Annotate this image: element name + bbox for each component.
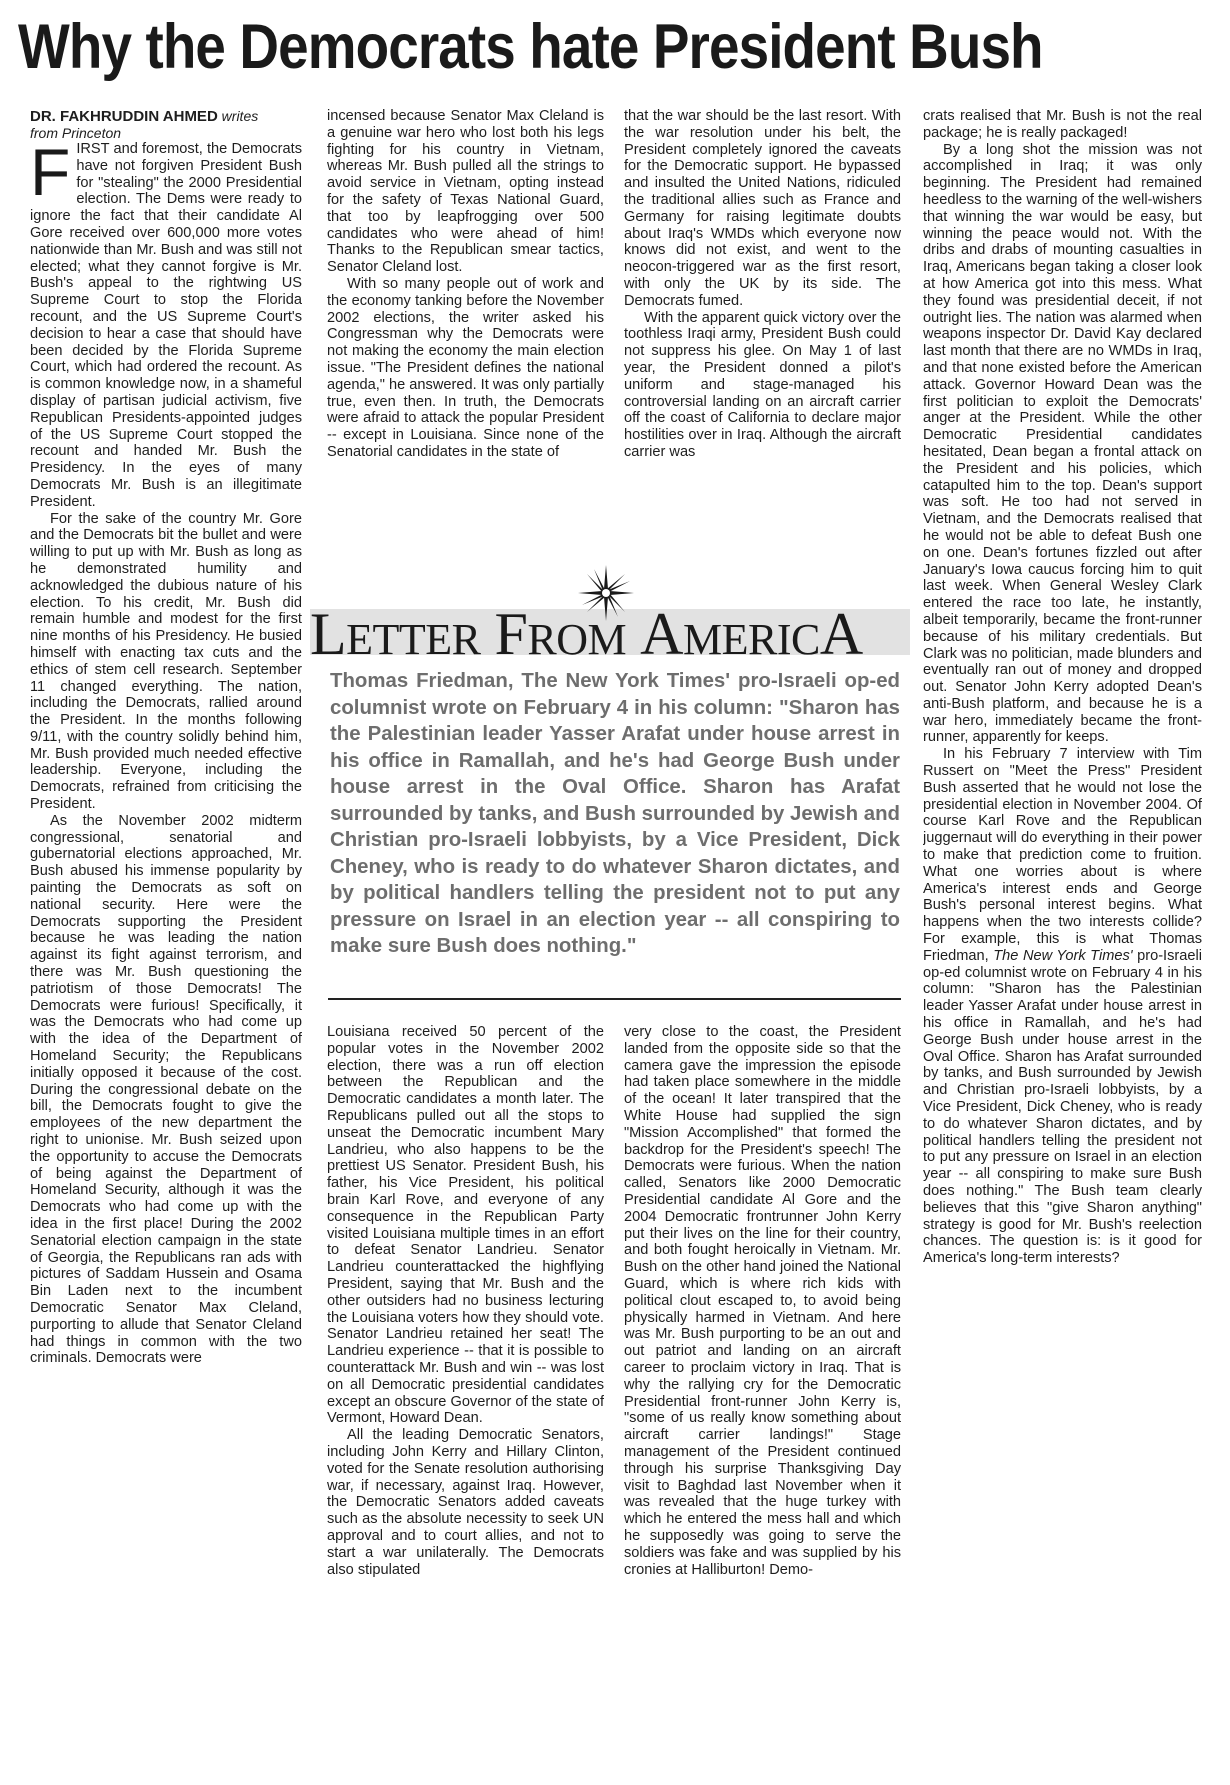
paragraph: In his February 7 interview with Tim Russert on "Meet the Press" President Bush asserted that he would not lose the presidential election in November 2004. Of course Karl Rove and the Republican juggernaut will do everything in their power to make that prediction come to fruition. What one worries about is where America's interest ends and George Bush's personal interest begins. What happens when the two interests collide? For example, this is what Thomas Friedman, The New York Times' pro-Israeli op-ed columnist wrote on February 4 in his column: "Sharon has the Palestinian leader Yasser Arafat under house arrest in his office in Ramallah, and he's had George Bush under house arrest in the Oval Office. Sharon has Arafat surrounded by tanks, and Bush surrounded by Jewish and Christian pro-Israeli lobbyists, by a Vice President, Dick Cheney, who is ready to do whatever Sharon dictates, and by political handlers telling the president not to put any pressure on Israel in an election year -- all conspiring to make sure Bush does nothing." The Bush team clearly believes that this "give Sharon anything" strategy is good for Mr. Bush's reelection chances. The question is: is it good for America's long-term interests? <box>923 746 1202 1267</box>
byline-from: from Princeton <box>30 125 122 141</box>
paragraph: As the November 2002 midterm congressional, senatorial and gubernatorial elections approached, Mr. Bush abused his immense popularity by painting the Democrats as soft on national security. Here were the Democrats supporting the President because he was leading the nation against its fight against terrorism, and there was Mr. Bush questioning the patriotism of those Democrats! The Democrats were furious! Specifically, it was the Democrats who had come up with the idea of the Department of Homeland Security; the Republicans initially opposed it because of the cost. During the congressional debate on the bill, the Democrats fought to give the employees of the new department the right to unionise. Mr. Bush seized upon the opportunity to accuse the Democrats of being against the Department of Homeland Security, although it was the Democrats who had come up with the idea in the first place! During the 2002 Senatorial election campaign in the state of Georgia, the Republicans ran ads with pictures of Saddam Hussein and Osama Bin Laden next to the incumbent Democratic Senator Max Cleland, purporting to allude that Senator Cleland had things in common with the two criminals. Democrats were <box>30 812 302 1367</box>
article-column-2-top <box>327 108 604 558</box>
page-headline: Why the Democrats hate President Bush <box>18 12 1043 82</box>
paragraph: very close to the coast, the President landed from the opposite side so that the camera gave the impression the episode had taken place somewhere in the middle of the ocean! It later transpired that the White House had supplied the sign "Mission Accomplished" that formed the backdrop for the President's speech! The Democrats were furious. When the nation called, Senators like 2000 Democratic Presidential candidate Al Gore and the 2004 Democratic frontrunner John Kerry put their lives on the line for their country, and both fought heroically in Vietnam. Mr. Bush on the other hand joined the National Guard, which is where rich kids with political clout escaped to, to avoid being physically harmed in Vietnam. And here was Mr. Bush purporting to be an out and out patriot and landing on an aircraft career to proclaim victory in Iraq. That is why the rallying cry for the Democratic Presidential front-runner John Kerry is, "some of us really know something about aircraft carrier landings!" Stage management of the President continued through his surprise Thanksgiving Day visit to Baghdad last November when it was revealed that the huge turkey with which he entered the mess hall and which he supposedly was going to serve the soldiers was fake and was supplied by his cronies at Halliburton! Demo- <box>624 1024 901 1578</box>
byline-writes: writes <box>221 108 259 124</box>
section-masthead <box>310 565 910 665</box>
byline-author: DR. FAKHRUDDIN AHMED <box>30 108 218 125</box>
article-column-4 <box>923 108 1202 1780</box>
paragraph: By a long shot the mission was not accomplished in Iraq; it was only beginning. The President had remained heedless to the warning of the well-wishers that winning the war would be easy, but winning the peace would not. With the dribs and drabs of mounting casualties in Iraq, Americans began taking a closer look at how America got into this mess. What they found was presidential deceit, if not outright lies. The nation was alarmed when weapons inspector Dr. David Kay declared last month that there are no WMDs in Iraq, and that none existed before the American attack. Governor Howard Dean was the first politician to exploit the Democrats' anger at the President. While the other Democratic Presidential candidates hesitated, Dean began a frontal attack on the President and his policies, which catapulted him to the top. Dean's support was soft. He too had not served in Vietnam, and the Democrats realised that he would not be able to defeat Bush one on one. Dean's fortunes fizzled out after January's Iowa caucus forcing him to quit last week. When General Wesley Clark entered the race too late, he instantly, albeit temporarily, became the front-runner because of his military credentials. But Clark was no politician, made blunders and eventually ran out of money and dropped out. Senator John Kerry adopted Dean's anti-Bush platform, and because he is a war hero, immediately became the front-runner, apparently for keeps. <box>923 141 1202 746</box>
paragraph: crats realised that Mr. Bush is not the real package; he is really packaged! <box>923 108 1202 141</box>
paragraph: With so many people out of work and the economy tanking before the November 2002 elections, the writer asked his Congressman why the Democrats were not making the economy the main election issue. "The President defines the national agenda," he answered. It was only partially true, even then. In truth, the Democrats were afraid to attack the popular President -- except in Louisiana. Since none of the Senatorial candidates in the state of <box>327 275 604 460</box>
paragraph: that the war should be the last resort. With the war resolution under his belt, the President completely ignored the caveats for the Democratic support. He bypassed and insulted the United Nations, ridiculed the traditional allies such as France and Germany for raising legitimate doubts about Iraq's WMDs which everyone now knows did not exist, and went to the neocon-triggered war as the first resort, with only the UK by its side. The Democrats fumed. <box>624 108 901 309</box>
pull-quote-rule <box>328 998 901 1000</box>
drop-cap: F <box>30 135 71 209</box>
masthead-title: LETTER FROM AMERICA <box>310 601 863 667</box>
paragraph: For the sake of the country Mr. Gore and the Democrats bit the bullet and were willing to put up with Mr. Bush as long as he demonstrated humility and acknowledged the dubious nature of his election. To his credit, Mr. Bush did remain humble and modest for the first nine months of his Presidency. He busied himself with enacting tax cuts and the ethics of stem cell research. September 11 changed everything. The nation, including the Democrats, rallied around the President. In the months following 9/11, with the country solidly behind him, Mr. Bush provided much needed effective leadership. Everyone, including the Democrats, refrained from criticising the President. <box>30 510 302 813</box>
byline <box>30 108 302 141</box>
paragraph: All the leading Democratic Senators, including John Kerry and Hillary Clinton, voted for the Senate resolution authorising war, if necessary, against Iraq. However, the Democratic Senators added caveats such as the absolute necessity to seek UN approval and to court allies, and not to start a war unilaterally. The Democrats also stipulated <box>327 1427 604 1578</box>
article-column-3-top <box>624 108 901 560</box>
paragraph: incensed because Senator Max Cleland is a genuine war hero who lost both his legs fighting for his country in Vietnam, whereas Mr. Bush pulled all the strings to avoid service in Vietnam, opting instead for the safety of Texas National Guard, that too by leapfrogging over 500 candidates who were ahead of him! Thanks to the Republican smear tactics, Senator Cleland lost. <box>327 108 604 276</box>
article-column-1 <box>30 108 302 1780</box>
paragraph: With the apparent quick victory over the toothless Iraqi army, President Bush could not suppress his glee. On May 1 of last year, the President donned a pilot's uniform and stage-managed his controversial landing on an aircraft carrier off the coast of California to declare major hostilities over in Iraq. Although the aircraft carrier was <box>624 309 901 460</box>
article-column-3-bottom <box>624 1024 901 1780</box>
paragraph: FIRST and foremost, the Democrats have not forgiven President Bush for "stealing" the 2000 Presidential election. The Dems were ready to ignore the fact that their candidate Al Gore received over 600,000 more votes nationwide than Mr. Bush and was still not elected; what they cannot forgive is Mr. Bush's appeal to the rightwing US Supreme Court to stop the Florida recount, and the US Supreme Court's decision to hear a case that should have been decided by the Florida Supreme Court, which had ordered the recount. As is common knowledge now, in a shameful display of partisan judicial activism, five Republican Presidents-appointed judges of the US Supreme Court stopped the recount and handed Mr. Bush the Presidency. In the eyes of many Democrats Mr. Bush is an illegitimate President. <box>30 135 302 510</box>
pull-quote: Thomas Friedman, The New York Times' pro-Israeli op-ed columnist wrote on February 4 in his column: "Sharon has the Palestinian leader Yasser Arafat under house arrest in his office in Ramallah, and he's had George Bush under house arrest in the Oval Office. Sharon has Arafat surrounded by tanks, and Bush surrounded by Jewish and Christian pro-Israeli lobbyists, by a Vice President, Dick Cheney, who is ready to do whatever Sharon dictates, and by political handlers telling the president not to put any pressure on Israel in an election year -- all conspiring to make sure Bush does nothing." <box>330 670 900 957</box>
publication-name: The New York Times' <box>993 947 1133 964</box>
paragraph: Louisiana received 50 percent of the popular votes in the November 2002 election, there was a run off election between the Republican and the Democratic candidates a month later. The Republicans pulled out all the stops to unseat the Democratic incumbent Mary Landrieu, who also happens to be the prettiest US Senator. President Bush, his father, his Vice President, his political brain Karl Rove, and everyone of any consequence in the Republican Party visited Louisiana multiple times in an effort to defeat Senator Landrieu. Senator Landrieu counterattacked the highflying President, saying that Mr. Bush and the other outsiders had no business lecturing the Louisiana voters how they should vote. Senator Landrieu retained her seat! The Landrieu experience -- that it is possible to counterattack Mr. Bush and win -- was lost on all Democratic presidential candidates except an obscure Governor of the state of Vermont, Howard Dean. <box>327 1024 604 1427</box>
article-column-2-bottom <box>327 1024 604 1780</box>
